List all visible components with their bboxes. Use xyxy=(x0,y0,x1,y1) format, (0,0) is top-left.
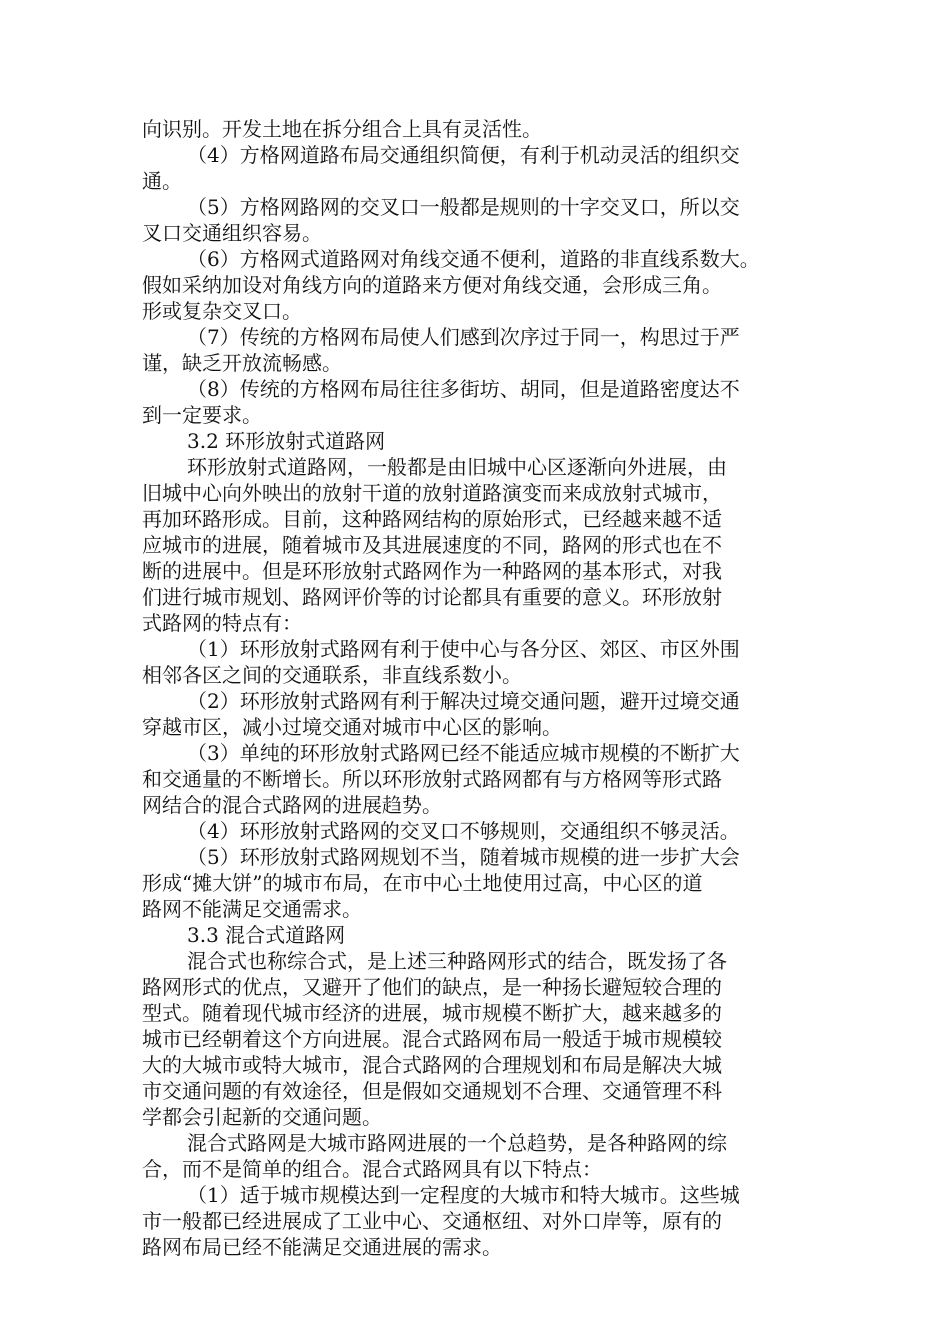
text-line: 市一般都已经进展成了工业中心、交通枢纽、对外口岸等，原有的 xyxy=(142,1209,722,1233)
text-line: 假如采纳加设对角线方向的道路来方便对角线交通，会形成三角。 xyxy=(142,273,722,297)
list-item xyxy=(142,142,822,194)
text-line: （5）方格网路网的交叉口一般都是规则的十字交叉口，所以交 xyxy=(187,195,740,219)
text-line: 到一定要求。 xyxy=(142,403,262,427)
text-line: （2）环形放射式路网有利于解决过境交通问题，避开过境交通 xyxy=(187,689,740,713)
text-line: 旧城中心向外映出的放射干道的放射道路演变而来成放射式城市， xyxy=(142,481,722,505)
section-heading xyxy=(142,922,822,948)
list-item xyxy=(142,376,822,428)
text-line: 3.3 混合式道路网 xyxy=(187,923,346,947)
text-line: （4）方格网道路布局交通组织简便，有利于机动灵活的组织交 xyxy=(187,143,740,167)
text-line: 路网布局已经不能满足交通进展的需求。 xyxy=(142,1235,502,1259)
text-line: 应城市的进展，随着城市及其进展速度的不同，路网的形式也在不 xyxy=(142,533,722,557)
text-line: （8）传统的方格网布局往往多街坊、胡同，但是道路密度达不 xyxy=(187,377,740,401)
text-line: （1）适于城市规模达到一定程度的大城市和特大城市。这些城 xyxy=(187,1183,740,1207)
list-item xyxy=(142,844,822,922)
section-heading xyxy=(142,428,822,454)
text-line: 合，而不是简单的组合。混合式路网具有以下特点： xyxy=(142,1157,602,1181)
text-line: 通。 xyxy=(142,169,182,193)
text-line: 市交通问题的有效途径，但是假如交通规划不合理、交通管理不科 xyxy=(142,1079,722,1103)
text-line: 们进行城市规划、路网评价等的讨论都具有重要的意义。环形放射 xyxy=(142,585,722,609)
text-line: 城市已经朝着这个方向进展。混合式路网布局一般适于城市规模较 xyxy=(142,1027,722,1051)
text-line: 路网形式的优点，又避开了他们的缺点，是一种扬长避短较合理的 xyxy=(142,975,722,999)
list-item xyxy=(142,324,822,376)
text-line: 形或复杂交叉口。 xyxy=(142,299,302,323)
list-item xyxy=(142,740,822,818)
text-line: 式路网的特点有： xyxy=(142,611,302,635)
text-line: 穿越市区，减小过境交通对城市中心区的影响。 xyxy=(142,715,562,739)
text-line: 断的进展中。但是环形放射式路网作为一种路网的基本形式，对我 xyxy=(142,559,722,583)
text-line: 叉口交通组织容易。 xyxy=(142,221,322,245)
text-line: （1）环形放射式路网有利于使中心与各分区、郊区、市区外围 xyxy=(187,637,740,661)
text-line: 再加环路形成。目前，这种路网结构的原始形式，已经越来越不适 xyxy=(142,507,722,531)
text-line: （4）环形放射式路网的交叉口不够规则，交通组织不够灵活。 xyxy=(187,819,740,843)
text-line: 相邻各区之间的交通联系，非直线系数小。 xyxy=(142,663,522,687)
text-line: 学都会引起新的交通问题。 xyxy=(142,1105,382,1129)
body-paragraph xyxy=(142,454,822,636)
text-line: 形成“摊大饼”的城市布局，在市中心土地使用过高，中心区的道 xyxy=(142,871,703,895)
list-item xyxy=(142,194,822,246)
document-body xyxy=(142,116,822,1260)
body-paragraph xyxy=(142,1130,822,1182)
text-line: （3）单纯的环形放射式路网已经不能适应城市规模的不断扩大 xyxy=(187,741,740,765)
text-line: 混合式也称综合式，是上述三种路网形式的结合，既发扬了各 xyxy=(187,949,727,973)
text-line: （5）环形放射式路网规划不当，随着城市规模的进一步扩大会 xyxy=(187,845,740,869)
text-line: 路网不能满足交通需求。 xyxy=(142,897,362,921)
paragraph-continuation xyxy=(142,116,822,142)
text-line: 环形放射式道路网，一般都是由旧城中心区逐渐向外进展，由 xyxy=(187,455,727,479)
text-line: 向识别。开发土地在拆分组合上具有灵活性。 xyxy=(142,117,542,141)
text-line: 和交通量的不断增长。所以环形放射式路网都有与方格网等形式路 xyxy=(142,767,722,791)
text-line: 大的大城市或特大城市，混合式路网的合理规划和布局是解决大城 xyxy=(142,1053,722,1077)
text-line: 谨，缺乏开放流畅感。 xyxy=(142,351,342,375)
text-line: 型式。随着现代城市经济的进展，城市规模不断扩大，越来越多的 xyxy=(142,1001,722,1025)
list-item xyxy=(142,688,822,740)
list-item xyxy=(142,818,822,844)
text-line: 3.2 环形放射式道路网 xyxy=(187,429,386,453)
list-item xyxy=(142,246,822,324)
text-line: 网结合的混合式路网的进展趋势。 xyxy=(142,793,442,817)
body-paragraph xyxy=(142,948,822,1130)
list-item xyxy=(142,1182,822,1260)
text-line: （7）传统的方格网布局使人们感到次序过于同一，构思过于严 xyxy=(187,325,740,349)
list-item xyxy=(142,636,822,688)
text-line: （6）方格网式道路网对角线交通不便利，道路的非直线系数大。 xyxy=(187,247,760,271)
text-line: 混合式路网是大城市路网进展的一个总趋势，是各种路网的综 xyxy=(187,1131,727,1155)
